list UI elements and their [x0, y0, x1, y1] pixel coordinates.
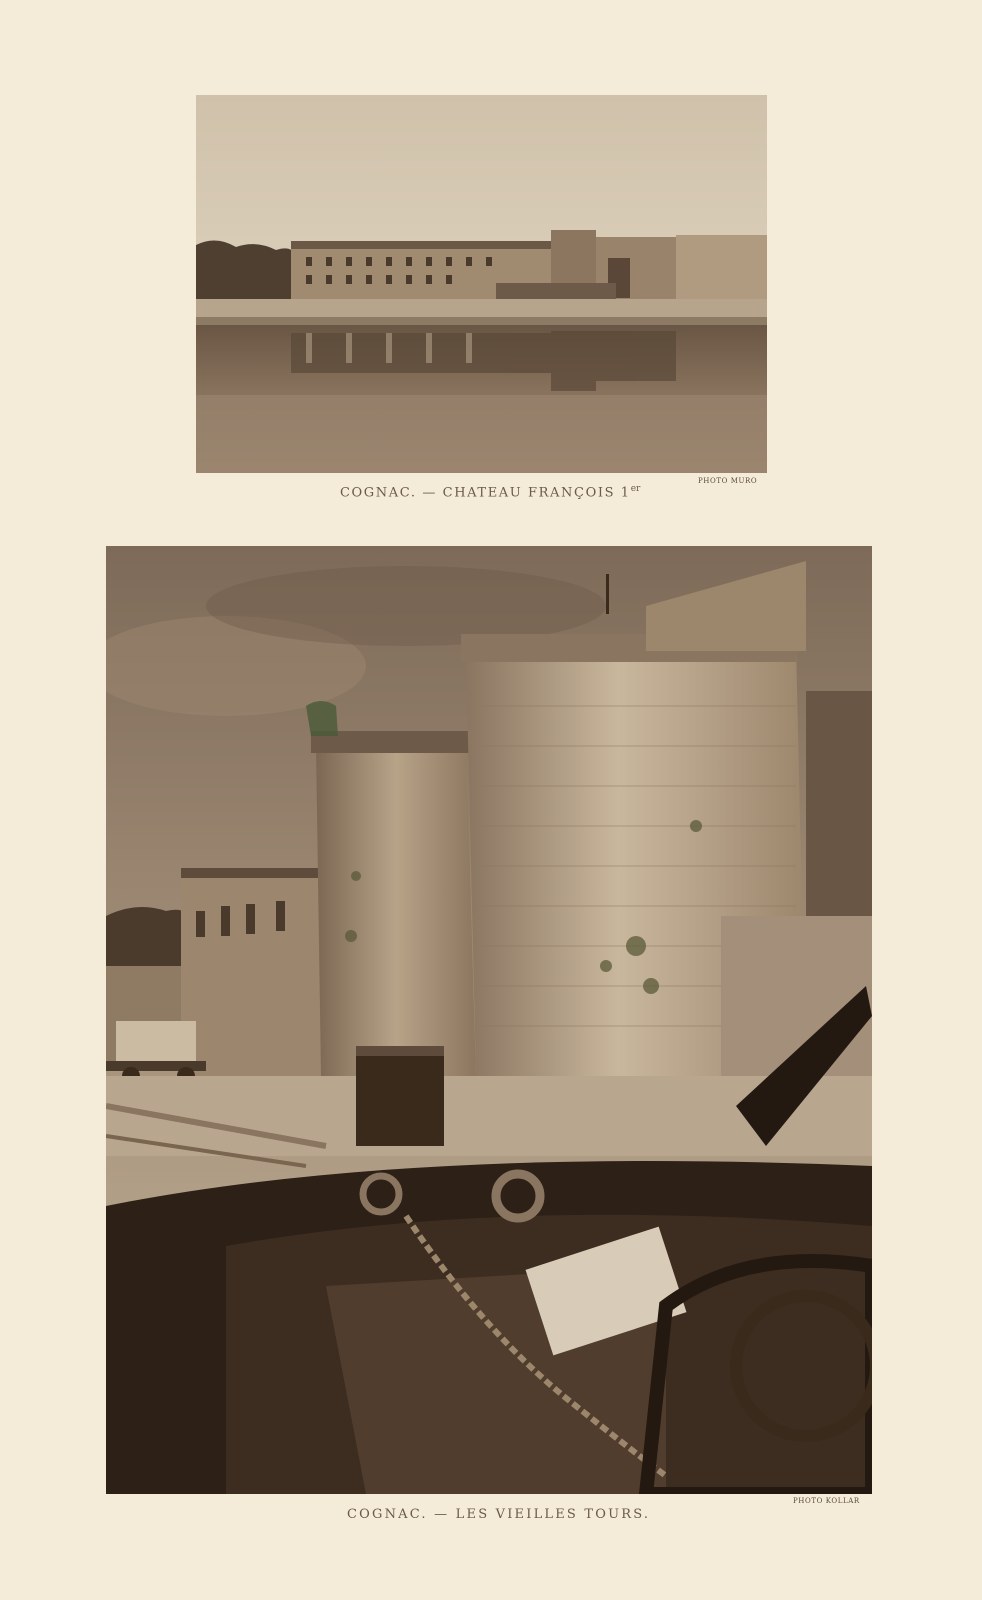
caption-place: COGNAC. [347, 1507, 428, 1522]
caption-title: LES VIEILLES TOURS. [455, 1507, 651, 1522]
chateau-photograph [196, 95, 767, 473]
caption-chateau [340, 484, 640, 500]
caption-dash: — [422, 485, 437, 501]
caption-tours [347, 1507, 650, 1522]
caption-dash: — [434, 1507, 450, 1522]
photo-vieilles-tours [106, 546, 872, 1494]
photo-credit-kollar: PHOTO KOLLAR [793, 1497, 860, 1505]
towers-photograph [106, 546, 872, 1494]
caption-superscript: er [630, 484, 641, 494]
caption-place: COGNAC. [340, 485, 417, 501]
caption-title: CHATEAU FRANÇOIS 1 [442, 485, 631, 501]
photo-credit-muro: PHOTO MURO [698, 477, 758, 485]
photo-chateau-francois [196, 95, 767, 473]
